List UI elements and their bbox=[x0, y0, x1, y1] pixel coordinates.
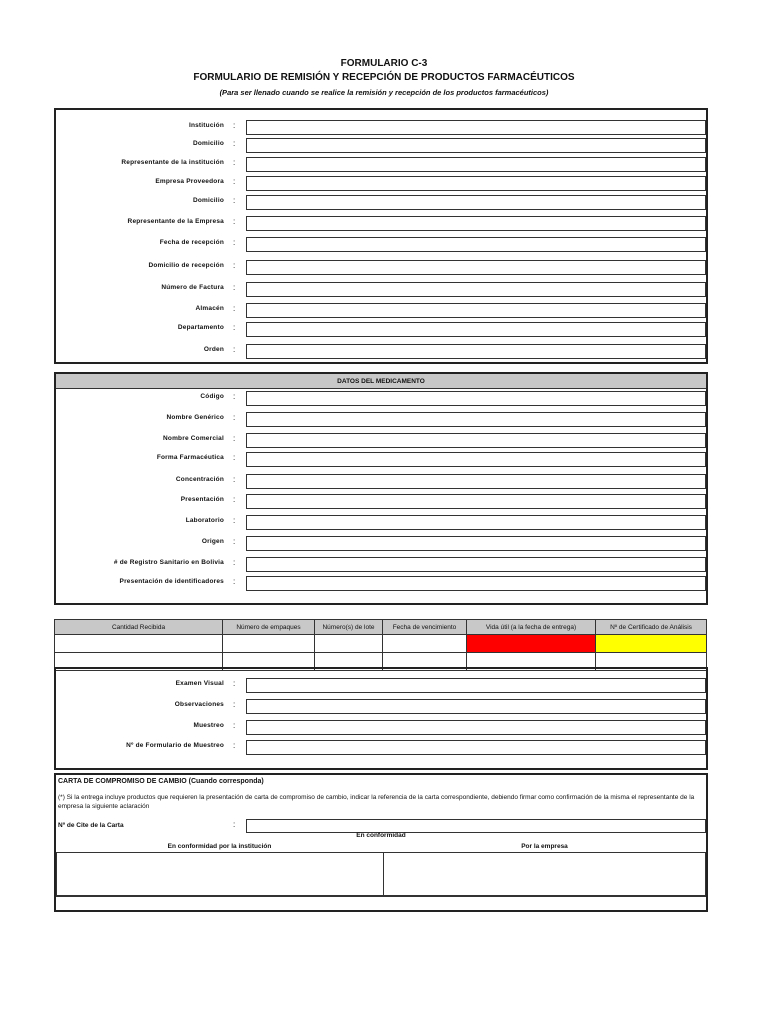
form-subtitle: (Para ser llenado cuando se realice la remisión y recepción de los productos farmacéuticos) bbox=[219, 88, 549, 97]
general-field-input[interactable] bbox=[246, 176, 706, 191]
general-field-colon: : bbox=[233, 196, 236, 205]
col-cantidad: Cantidad Recibida bbox=[55, 620, 223, 635]
medication-field-colon: : bbox=[233, 413, 236, 422]
general-field-input[interactable] bbox=[246, 216, 706, 231]
cite-label: Nº de Cite de la Carta bbox=[58, 822, 124, 829]
medication-field-row bbox=[56, 557, 706, 572]
general-field-input[interactable] bbox=[246, 260, 706, 275]
exam-field-colon: : bbox=[233, 679, 236, 688]
medication-field-row bbox=[56, 452, 706, 467]
exam-field-row bbox=[56, 740, 706, 755]
col-vencimiento: Fecha de vencimiento bbox=[383, 620, 467, 635]
general-field-label: Representante de la Empresa bbox=[127, 218, 224, 225]
general-field-input[interactable] bbox=[246, 237, 706, 252]
company-conformity-label: Por la empresa bbox=[521, 843, 568, 850]
medication-field-label: Origen bbox=[201, 538, 224, 545]
signature-footer-row bbox=[56, 896, 706, 910]
general-field-input[interactable] bbox=[246, 322, 706, 337]
exam-field-input[interactable] bbox=[246, 699, 706, 714]
general-field-input[interactable] bbox=[246, 303, 706, 318]
col-lote: Número(s) de lote bbox=[315, 620, 383, 635]
general-field-colon: : bbox=[233, 238, 236, 247]
general-field-row bbox=[56, 195, 706, 210]
cell-certificado[interactable] bbox=[596, 635, 707, 653]
medication-field-input[interactable] bbox=[246, 576, 706, 591]
general-field-label: Empresa Proveedora bbox=[155, 178, 224, 185]
reception-table bbox=[54, 619, 707, 671]
company-signature-box[interactable] bbox=[383, 852, 706, 896]
general-field-row bbox=[56, 176, 706, 191]
general-field-label: Fecha de recepción bbox=[159, 239, 224, 246]
general-field-colon: : bbox=[233, 323, 236, 332]
examination-section bbox=[54, 667, 708, 770]
general-field-input[interactable] bbox=[246, 138, 706, 153]
general-field-input[interactable] bbox=[246, 282, 706, 297]
conformity-label: En conformidad bbox=[356, 832, 406, 839]
general-field-label: Número de Factura bbox=[161, 284, 224, 291]
medication-field-input[interactable] bbox=[246, 391, 706, 406]
general-field-label: Domicilio bbox=[192, 140, 224, 147]
medication-field-label: Laboratorio bbox=[185, 517, 224, 524]
general-field-row bbox=[56, 282, 706, 297]
general-field-colon: : bbox=[233, 158, 236, 167]
medication-field-colon: : bbox=[233, 453, 236, 462]
medication-data-header: DATOS DEL MEDICAMENTO bbox=[56, 374, 706, 389]
general-field-row bbox=[56, 120, 706, 135]
medication-field-row bbox=[56, 391, 706, 406]
general-field-label: Almacén bbox=[195, 305, 224, 312]
medication-field-input[interactable] bbox=[246, 412, 706, 427]
medication-field-row bbox=[56, 536, 706, 551]
medication-field-row bbox=[56, 494, 706, 509]
col-certificado: Nº de Certificado de Análisis bbox=[596, 620, 707, 635]
general-field-input[interactable] bbox=[246, 157, 706, 172]
general-field-row bbox=[56, 138, 706, 153]
medication-data-section bbox=[54, 372, 708, 605]
commitment-title: CARTA DE COMPROMISO DE CAMBIO (Cuando corresponda) bbox=[58, 778, 264, 785]
general-field-row bbox=[56, 322, 706, 337]
exam-field-label: Muestreo bbox=[193, 722, 224, 729]
medication-field-colon: : bbox=[233, 392, 236, 401]
medication-field-input[interactable] bbox=[246, 557, 706, 572]
cell-lote[interactable] bbox=[315, 635, 383, 653]
general-field-row bbox=[56, 157, 706, 172]
medication-field-row bbox=[56, 474, 706, 489]
medication-field-input[interactable] bbox=[246, 452, 706, 467]
general-field-row bbox=[56, 344, 706, 359]
general-field-colon: : bbox=[233, 304, 236, 313]
medication-field-label: Presentación de identificadores bbox=[119, 578, 224, 585]
form-title: FORMULARIO DE REMISIÓN Y RECEPCIÓN DE PRODUCTOS FARMACÉUTICOS bbox=[193, 72, 575, 83]
exam-field-colon: : bbox=[233, 700, 236, 709]
medication-field-row bbox=[56, 576, 706, 591]
general-field-label: Departamento bbox=[177, 324, 224, 331]
exam-field-label: Observaciones bbox=[174, 701, 224, 708]
table-header-row bbox=[55, 620, 707, 635]
general-field-colon: : bbox=[233, 345, 236, 354]
general-field-colon: : bbox=[233, 283, 236, 292]
medication-field-colon: : bbox=[233, 577, 236, 586]
general-field-colon: : bbox=[233, 121, 236, 130]
general-field-label: Domicilio de recepción bbox=[148, 262, 224, 269]
commitment-letter-section bbox=[54, 773, 708, 912]
medication-field-label: # de Registro Sanitario en Bolivia bbox=[113, 559, 224, 566]
general-field-row bbox=[56, 260, 706, 275]
general-field-label: Domicilio bbox=[192, 197, 224, 204]
general-field-label: Orden bbox=[203, 346, 224, 353]
institution-signature-box[interactable] bbox=[56, 852, 384, 896]
medication-field-label: Forma Farmacéutica bbox=[156, 454, 224, 461]
general-field-row bbox=[56, 237, 706, 252]
general-field-colon: : bbox=[233, 139, 236, 148]
general-field-input[interactable] bbox=[246, 344, 706, 359]
medication-field-label: Nombre Comercial bbox=[163, 435, 224, 442]
medication-field-label: Nombre Genérico bbox=[166, 414, 224, 421]
cite-field[interactable] bbox=[246, 819, 706, 833]
general-field-row bbox=[56, 216, 706, 231]
general-field-row bbox=[56, 303, 706, 318]
medication-field-row bbox=[56, 515, 706, 530]
medication-field-colon: : bbox=[233, 516, 236, 525]
medication-field-row bbox=[56, 412, 706, 427]
cell-empaques[interactable] bbox=[223, 635, 315, 653]
medication-field-colon: : bbox=[233, 558, 236, 567]
exam-field-input[interactable] bbox=[246, 678, 706, 693]
exam-field-colon: : bbox=[233, 721, 236, 730]
medication-field-colon: : bbox=[233, 495, 236, 504]
col-vida-util: Vida útil (a la fecha de entrega) bbox=[467, 620, 596, 635]
medication-field-input[interactable] bbox=[246, 433, 706, 448]
medication-field-input[interactable] bbox=[246, 474, 706, 489]
general-field-input[interactable] bbox=[246, 120, 706, 135]
medication-field-label: Código bbox=[200, 393, 224, 400]
exam-field-label: Nº de Formulario de Muestreo bbox=[126, 742, 224, 749]
general-field-colon: : bbox=[233, 217, 236, 226]
cell-vencimiento[interactable] bbox=[383, 635, 467, 653]
cell-cantidad[interactable] bbox=[55, 635, 223, 653]
institution-conformity-label: En conformidad por la institución bbox=[167, 843, 272, 850]
general-field-colon: : bbox=[233, 261, 236, 270]
cell-vida-util[interactable] bbox=[467, 635, 596, 653]
general-field-label: Representante de la institución bbox=[121, 159, 224, 166]
cite-colon: : bbox=[233, 820, 236, 829]
exam-field-input[interactable] bbox=[246, 720, 706, 735]
medication-field-row bbox=[56, 433, 706, 448]
medication-field-input[interactable] bbox=[246, 494, 706, 509]
medication-field-label: Presentación bbox=[180, 496, 224, 503]
exam-field-label: Examen Visual bbox=[175, 680, 224, 687]
exam-field-row bbox=[56, 678, 706, 693]
exam-field-input[interactable] bbox=[246, 740, 706, 755]
commitment-note: (*) Si la entrega incluye productos que requieren la presentación de carta de compromiso de cambio, indicar la referencia de la carta correspondiente, debiendo firmar como confirmación de la misma el representante de la empresa la siguiente aclaración bbox=[58, 794, 695, 810]
general-field-input[interactable] bbox=[246, 195, 706, 210]
general-field-colon: : bbox=[233, 177, 236, 186]
exam-field-row bbox=[56, 720, 706, 735]
general-info-section bbox=[54, 108, 708, 364]
medication-field-colon: : bbox=[233, 475, 236, 484]
form-code: FORMULARIO C-3 bbox=[340, 58, 428, 69]
medication-field-label: Concentración bbox=[175, 476, 224, 483]
medication-field-input[interactable] bbox=[246, 515, 706, 530]
medication-field-input[interactable] bbox=[246, 536, 706, 551]
exam-field-row bbox=[56, 699, 706, 714]
col-empaques: Número de empaques bbox=[223, 620, 315, 635]
table-row bbox=[55, 635, 707, 653]
general-field-label: Institución bbox=[188, 122, 224, 129]
medication-field-colon: : bbox=[233, 537, 236, 546]
exam-field-colon: : bbox=[233, 741, 236, 750]
medication-field-colon: : bbox=[233, 434, 236, 443]
